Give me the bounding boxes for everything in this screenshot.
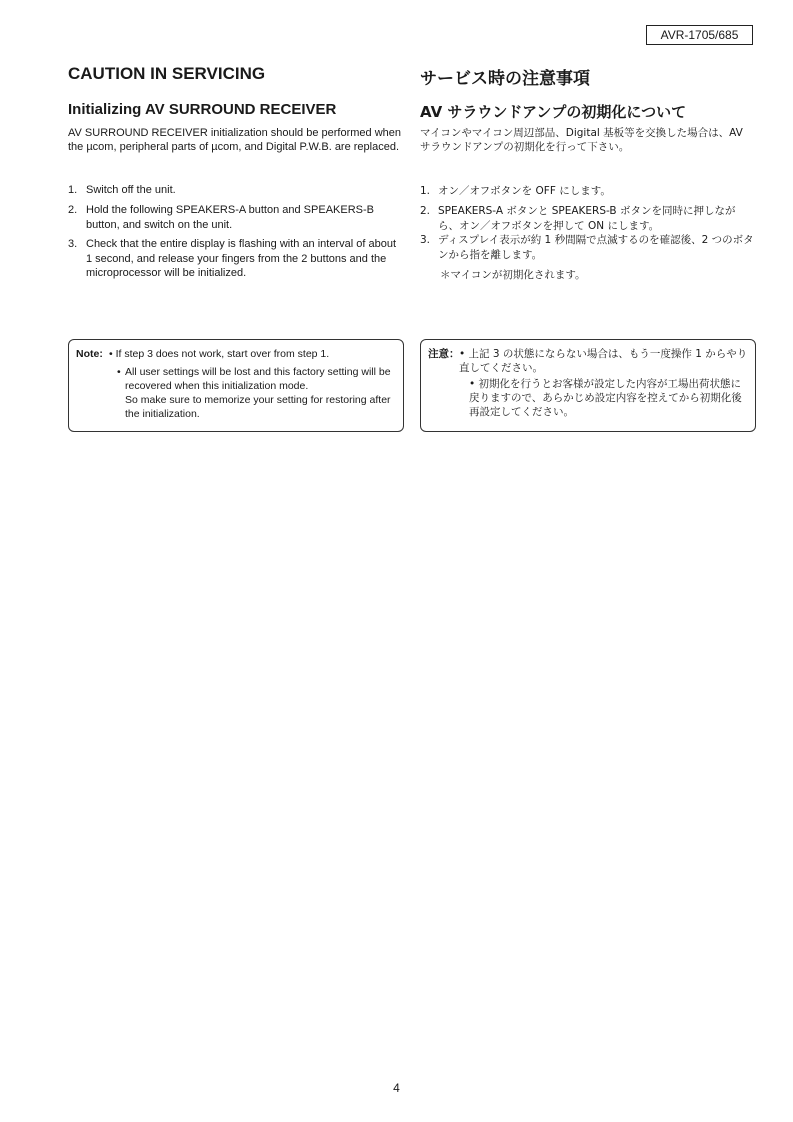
step-text: オン／オフボタンを OFF にします。 [438,185,611,197]
section-subtitle-en: Initializing AV SURROUND RECEIVER [68,101,337,118]
section-title-ja: サービス時の注意事項 [420,69,590,89]
note-label-ja: 注意： [428,348,460,360]
step-item [420,204,754,233]
step-item [68,237,402,281]
step-text: Switch off the unit. [86,184,176,196]
step-text: ディスプレイ表示が約 1 秒間隔で点滅するのを確認後、2 つのボタンから指を離します。 [438,234,754,261]
intro-text-ja: マイコンやマイコン周辺部品、Digital 基板等を交換した場合は、AV サラウンドアンプの初期化を行って下さい。 [420,127,743,153]
note-bullet-1-en: • If step 3 does not work, start over from step 1. [109,348,330,360]
step-item [68,183,176,198]
step-item [420,184,611,199]
note-label-en: Note: [76,348,103,360]
section-title-en: CAUTION IN SERVICING [68,64,266,83]
step-text: Check that the entire display is flashing with an interval of about 1 second, and release your fingers from the 2 buttons and the microprocessor will be initialized. [86,238,397,279]
section-subtitle-ja: AV サラウンドアンプの初期化について [420,103,687,121]
intro-text-en: AV SURROUND RECEIVER initialization should be performed when the µcom, peripheral parts of µcom, and Digital P.W.B. are replaced. [68,127,401,153]
step-number: 2. [420,205,431,217]
page-number: 4 [393,1081,400,1095]
step-number: 1. [420,185,431,197]
step-number: 3. [68,238,78,250]
step-item [420,233,754,262]
step-number: 1. [68,184,78,196]
step-text: SPEAKERS-A ボタンと SPEAKERS-B ボタンを同時に押しながら、オン／オフボタンを押して ON にします。 [438,205,736,232]
note-bullet-2-ja: • 初期化を行うとお客様が設定した内容が工場出荷状態に戻りますので、あらかじめ設定内容を控えてから初期化後再設定してください。 [469,378,742,418]
model-number-box: AVR-1705/685 [646,25,753,45]
note-bullet-2-text [117,365,399,421]
step-text: Hold the following SPEAKERS-A button and SPEAKERS-B button, and switch on the unit. [86,204,374,231]
note-bullet-2-en [117,365,399,421]
step-item [68,203,402,232]
sub-note-ja: ＊マイコンが初期化されます。 [440,269,586,281]
note-box-en [68,339,404,432]
bullet-marker: • [117,366,121,378]
note-bullet-2-extra: So make sure to memorize your setting for restoring after the initialization. [125,394,391,420]
step-number: 3. [420,234,431,246]
note-bullet-1-ja: • 上記 3 の状態にならない場合は、もう一度操作 1 からやり直してください。 [459,348,748,374]
note-bullet-2-line: All user settings will be lost and this factory setting will be recovered when this initialization mode. [125,366,391,392]
step-number: 2. [68,204,78,216]
note-box-ja [420,339,756,432]
